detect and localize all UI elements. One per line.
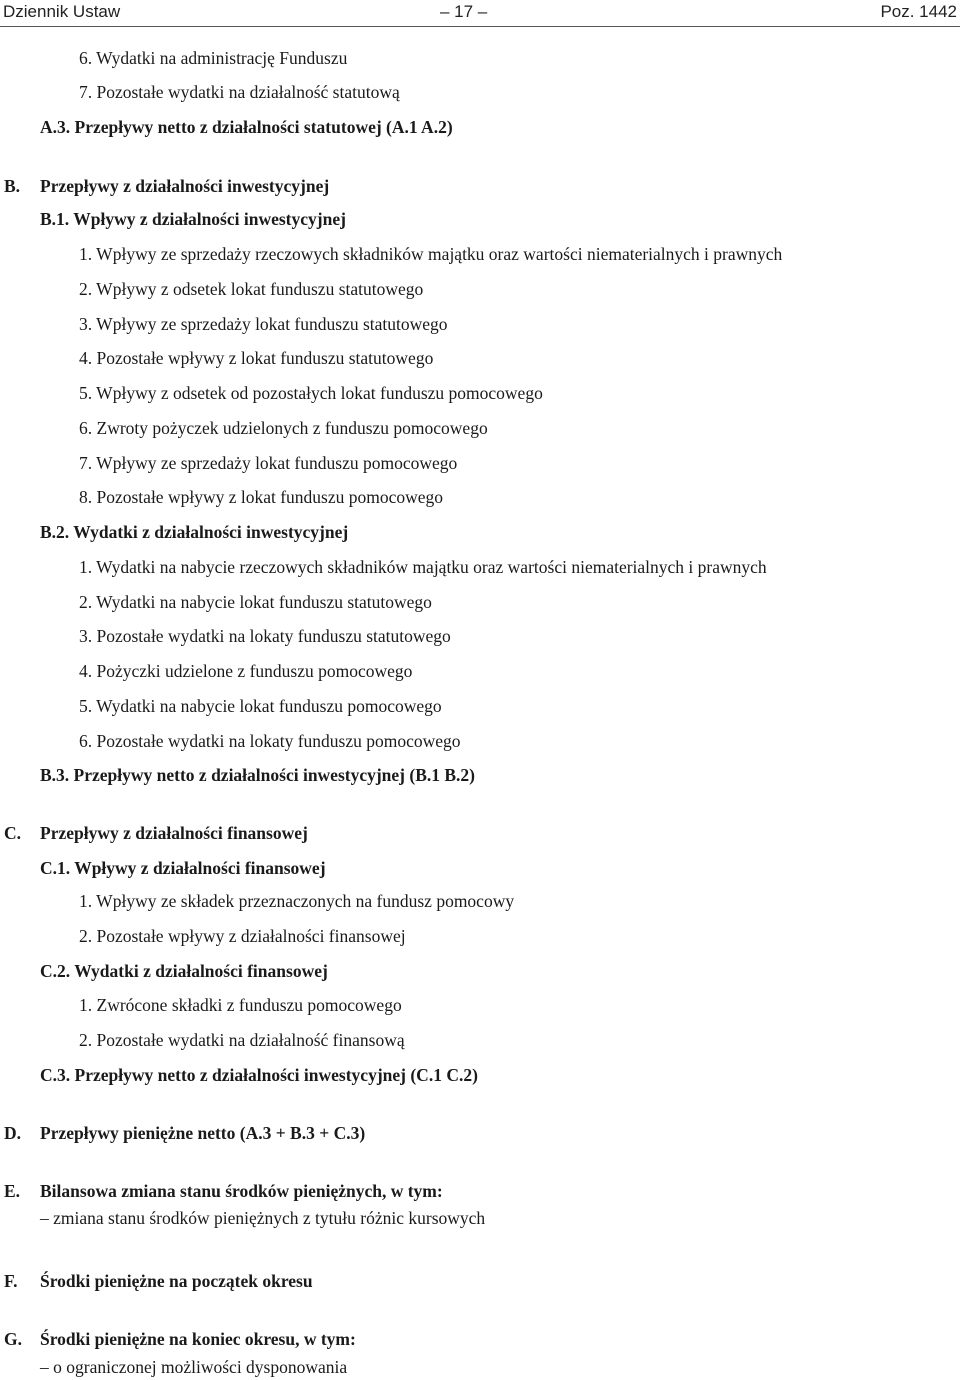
line-item	[40, 1356, 347, 1378]
section-heading	[4, 1180, 443, 1202]
line-item	[79, 47, 347, 69]
line-item	[79, 486, 443, 508]
line-text: Bilansowa zmiana stanu środków pieniężnych, w tym:	[40, 1181, 443, 1201]
line-text: 4. Pozostałe wpływy z lokat funduszu statutowego	[79, 348, 434, 368]
section-heading	[4, 822, 308, 844]
line-text: 4. Pożyczki udzielone z funduszu pomocowego	[79, 661, 413, 681]
line-text: 8. Pozostałe wpływy z lokat funduszu pomocowego	[79, 487, 444, 507]
line-text: A.3. Przepływy netto z działalności statutowej (A.1 A.2)	[40, 117, 453, 137]
line-item	[79, 591, 432, 613]
line-text: 3. Pozostałe wydatki na lokaty funduszu statutowego	[79, 626, 451, 646]
line-text: Środki pieniężne na początek okresu	[40, 1271, 313, 1291]
section-heading	[4, 1122, 365, 1144]
line-item	[79, 625, 451, 647]
section-label: D.	[4, 1123, 22, 1143]
section-label: B.	[4, 176, 21, 196]
line-text: 2. Pozostałe wydatki na działalność finansową	[79, 1030, 405, 1050]
position-number: Poz. 1442	[880, 2, 957, 21]
section-label: C.	[4, 823, 22, 843]
subsection-heading	[40, 521, 348, 543]
line-text: 1. Wpływy ze sprzedaży rzeczowych składników majątku oraz wartości niematerialnych i prawnych	[79, 244, 783, 264]
line-text: 3. Wpływy ze sprzedaży lokat funduszu statutowego	[79, 314, 448, 334]
line-text: 7. Wpływy ze sprzedaży lokat funduszu pomocowego	[79, 453, 458, 473]
line-text: B.1. Wpływy z działalności inwestycyjnej	[40, 209, 346, 229]
line-item	[79, 313, 448, 335]
line-text: 6. Zwroty pożyczek udzielonych z funduszu pomocowego	[79, 418, 488, 438]
line-item	[79, 382, 543, 404]
line-text: 5. Wydatki na nabycie lokat funduszu pomocowego	[79, 696, 442, 716]
line-item	[79, 278, 423, 300]
line-item	[79, 730, 461, 752]
line-text: 1. Wpływy ze składek przeznaczonych na fundusz pomocowy	[79, 891, 515, 911]
line-text: Przepływy z działalności finansowej	[40, 823, 308, 843]
line-item	[79, 347, 433, 369]
section-label: E.	[4, 1181, 21, 1201]
line-text: 2. Wydatki na nabycie lokat funduszu statutowego	[79, 592, 432, 612]
line-text: C.3. Przepływy netto z działalności inwestycyjnej (C.1 C.2)	[40, 1065, 478, 1085]
line-text: C.2. Wydatki z działalności finansowej	[40, 961, 328, 981]
line-text: B.2. Wydatki z działalności inwestycyjnej	[40, 522, 349, 542]
page-number: – 17 –	[440, 2, 488, 21]
section-label: G.	[4, 1329, 22, 1349]
line-text: Środki pieniężne na koniec okresu, w tym:	[40, 1329, 356, 1349]
line-text: – zmiana stanu środków pieniężnych z tytułu różnic kursowych	[40, 1208, 486, 1228]
line-item	[79, 452, 457, 474]
subsection-heading	[40, 116, 453, 138]
line-item	[79, 81, 400, 103]
section-label: F.	[4, 1271, 18, 1291]
line-item	[79, 243, 782, 265]
line-item	[79, 925, 406, 947]
section-heading	[4, 175, 329, 197]
line-text: 7. Pozostałe wydatki na działalność statutową	[79, 82, 400, 102]
subsection-heading	[40, 764, 475, 786]
line-text: C.1. Wpływy z działalności finansowej	[40, 858, 326, 878]
subsection-heading	[40, 208, 346, 230]
line-text: B.3. Przepływy netto z działalności inwestycyjnej (B.1 B.2)	[40, 765, 476, 785]
subsection-heading	[40, 960, 328, 982]
line-item	[79, 994, 402, 1016]
line-item	[79, 660, 412, 682]
line-text: Przepływy z działalności inwestycyjnej	[40, 176, 330, 196]
subsection-heading	[40, 857, 326, 879]
line-text: 5. Wpływy z odsetek od pozostałych lokat funduszu pomocowego	[79, 383, 543, 403]
line-item	[79, 556, 767, 578]
line-text: 6. Wydatki na administrację Funduszu	[79, 48, 348, 68]
page-header	[0, 0, 960, 27]
journal-title: Dziennik Ustaw	[3, 2, 121, 21]
line-text: – o ograniczonej możliwości dysponowania	[40, 1357, 348, 1377]
section-heading	[4, 1270, 313, 1292]
line-text: 2. Pozostałe wpływy z działalności finansowej	[79, 926, 406, 946]
line-item	[79, 1029, 405, 1051]
line-text: 1. Zwrócone składki z funduszu pomocowego	[79, 995, 402, 1015]
line-item	[79, 695, 442, 717]
line-text: 6. Pozostałe wydatki na lokaty funduszu pomocowego	[79, 731, 461, 751]
line-item	[79, 417, 488, 439]
section-heading	[4, 1328, 356, 1350]
line-item	[40, 1207, 485, 1229]
line-text: Przepływy pieniężne netto (A.3 + B.3 + C.3)	[40, 1123, 366, 1143]
line-item	[79, 890, 514, 912]
subsection-heading	[40, 1064, 478, 1086]
line-text: 1. Wydatki na nabycie rzeczowych składników majątku oraz wartości niematerialnych i prawnych	[79, 557, 767, 577]
line-text: 2. Wpływy z odsetek lokat funduszu statutowego	[79, 279, 424, 299]
